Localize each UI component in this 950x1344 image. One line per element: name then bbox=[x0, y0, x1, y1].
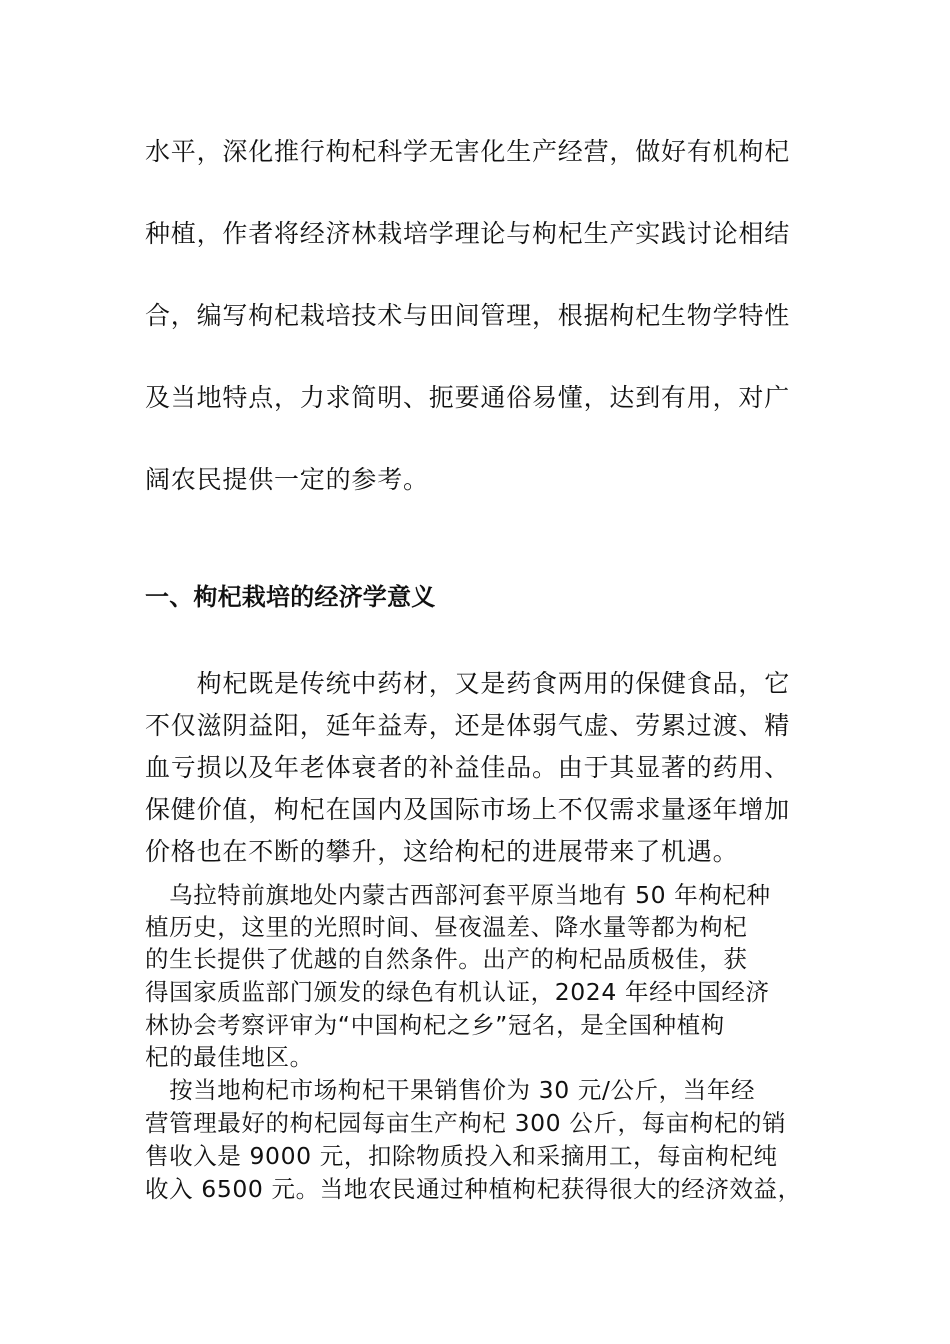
para2-line-1: 乌拉特前旗地处内蒙古西部河套平原当地有 50 年枸杞种 bbox=[145, 881, 771, 909]
para2-line-2: 植历史，这里的光照时间、昼夜温差、降水量等都为枸杞 bbox=[145, 913, 748, 941]
para1-line-2: 不仅滋阴益阳，延年益寿，还是体弱气虚、劳累过渡、精 bbox=[145, 711, 791, 740]
intro-line-2: 种植，作者将经济林栽培学理论与枸杞生产实践讨论相结 bbox=[145, 219, 791, 248]
para1-line-3: 血亏损以及年老体衰者的补益佳品。由于其显著的药用、 bbox=[145, 753, 791, 782]
para2-line-3: 的生长提供了优越的自然条件。出产的枸杞品质极佳，获 bbox=[145, 945, 748, 973]
intro-line-3: 合，编写枸杞栽培技术与田间管理，根据枸杞生物学特性 bbox=[145, 301, 791, 330]
intro-line-1: 水平，深化推行枸杞科学无害化生产经营，做好有机枸杞 bbox=[145, 137, 791, 166]
para2-line-4: 得国家质监部门颁发的绿色有机认证，2024 年经中国经济 bbox=[145, 978, 770, 1006]
para3-line-3: 售收入是 9000 元，扣除物质投入和采摘用工，每亩枸杞纯 bbox=[145, 1142, 778, 1170]
para1-line-5: 价格也在不断的攀升，这给枸杞的进展带来了机遇。 bbox=[145, 837, 739, 866]
intro-line-4: 及当地特点，力求简明、扼要通俗易懂，达到有用，对广 bbox=[145, 383, 791, 412]
para3-line-2: 营管理最好的枸杞园每亩生产枸杞 300 公斤，每亩枸杞的销 bbox=[145, 1109, 787, 1137]
para1-line-1: 枸杞既是传统中药材，又是药食两用的保健食品，它 bbox=[145, 669, 791, 698]
section-heading: 一、枸杞栽培的经济学意义 bbox=[145, 583, 436, 611]
para2-line-6: 杞的最佳地区。 bbox=[145, 1043, 314, 1071]
para1-line-4: 保健价值，枸杞在国内及国际市场上不仅需求量逐年增加 bbox=[145, 795, 791, 824]
para3-line-4: 收入 6500 元。当地农民通过种植枸杞获得很大的经济效益， bbox=[145, 1175, 802, 1203]
intro-line-5: 阔农民提供一定的参考。 bbox=[145, 465, 429, 494]
para3-line-1: 按当地枸杞市场枸杞干果销售价为 30 元/公斤，当年经 bbox=[145, 1076, 756, 1104]
para2-line-5: 林协会考察评审为“中国枸杞之乡”冠名，是全国种植枸 bbox=[145, 1011, 725, 1039]
